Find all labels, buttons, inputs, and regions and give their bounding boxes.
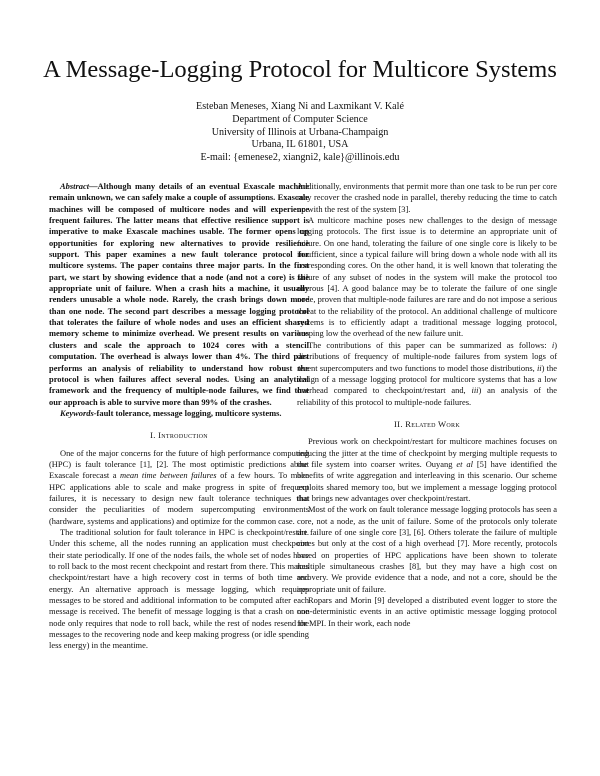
contributions-paragraph bbox=[297, 340, 557, 408]
intro-paragraph-1 bbox=[49, 448, 309, 527]
author-names: Esteban Meneses, Xiang Ni and Laxmikant V. Kalé bbox=[196, 101, 404, 112]
contrib-marker-ii: ii bbox=[536, 362, 542, 373]
contrib-marker-i: i bbox=[551, 339, 555, 350]
author-university: University of Illinois at Urbana-Champaign bbox=[211, 126, 389, 138]
left-column bbox=[49, 181, 309, 652]
related-p1-author: Ouyang bbox=[425, 458, 457, 469]
contrib-text-a: The contributions of this paper can be summarized as follows: bbox=[308, 339, 552, 350]
related-paragraph-2: Most of the work on fault tolerance message logging protocols has seen a core, not a node, as the unit of failure. Some of the protocols only tolerate the failure of one single core [3], [6]. Others tolerate the failure of multiple cores but only at the cost of a high overhead [7]. More recently, protocols based on properties of HPC applications have been shown to tolerate multiple simultaneous crashes [8], but they may have a high cost on recovery. We provide evidence that a node, and not a core, should be the appropriate unit of failure. bbox=[297, 504, 557, 594]
keywords-text: -fault tolerance, message logging, multicore systems. bbox=[93, 407, 282, 418]
paper-title: A Message-Logging Protocol for Multicore Systems bbox=[43, 56, 557, 83]
right-paragraph-1: A multicore machine poses new challenges to the design of message logging protocols. The first issue is to determine an appropriate unit of failure. On one hand, tolerating the failure of one single core is likely to be insufficient, since a typical failure will bring down a whole node with all its corresponding cores. On the other hand, it is well known that tolerating the failure of any subset of nodes in the system will make the protocol too onerous [4]. A good balance may be to tolerate the failure of one single node, proven that multiple-node failures are rare and do not impose a serious threat to the reliability of the protocol. An additional challenge of multicore systems is to efficiently adapt a traditional message logging protocol, keeping low the overhead of the new failure unit. bbox=[297, 215, 557, 339]
right-column bbox=[297, 181, 557, 629]
contrib-marker-iii: iii bbox=[471, 385, 479, 396]
keywords bbox=[49, 408, 309, 419]
contrib-text-b: ) distributions of frequency of multiple-node failures from system logs of recent supercomputers and two functions to model those distributions, bbox=[297, 339, 557, 373]
related-p1-etal: et al bbox=[456, 458, 473, 469]
abstract bbox=[49, 181, 309, 408]
author-department: Department of Computer Science bbox=[232, 113, 368, 125]
abstract-text: —Although many details of an eventual Exascale machine remain unknown, we can safely make a couple of assumptions. Exascale machines will be composed of multicore nodes and will experience frequent failures. The latter means that effective resilience support is imperative to make Exascale machines usable. The former opens up opportunities for exploring new alternatives to provide resilience support. This paper examines a new fault tolerance protocol for multicore systems. The paper contains three major parts. In the first part, we start by showing evidence that a node (and not a core) is the appropriate unit of failure. When a crash hits a machine, it usually renders unusable a whole node. Rarely, the crash brings down more than one node. The second part describes a message logging protocol that tolerates the failure of whole nodes and uses an efficient shared memory scheme to minimize overhead. We present results on various clusters and scale the approach to 1024 cores with a stencil computation. The overhead is always lower than 4%. The third part performs an analysis of reliability to understand how robust the protocol is when failures affect several nodes. Using an analytical framework and the frequency of multiple-node failures, we find that our approach is able to survive more than 99% of the crashes. bbox=[49, 181, 309, 407]
author-email: E-mail: {emenese2, xiangni2, kale}@illinois.edu bbox=[200, 152, 400, 164]
intro-p1-text-b: of a few hours. To make HPC applications able to scale and make progress in spite of frequent failures, it is necessary to design new fault tolerance techniques that consider the peculiarities of modern supercomputing environments (hardware, systems and applications) and optimize for the common case. bbox=[49, 470, 309, 526]
related-p1-text-b: [5] have identified the benefits of write aggregation and interleaving in this scenario. Our scheme exploits shared memory too, but we implement a message logging protocol that brings new advantages over checkpoint/restart. bbox=[297, 458, 558, 503]
intro-p1-text-a: One of the major concerns for the future of high performance computing (HPC) is fault tolerance [1], [2]. The most optimistic predictions about Exascale forecast a bbox=[49, 447, 309, 481]
keywords-lead: Keywords bbox=[60, 407, 94, 418]
author-address: Urbana, IL 61801, USA bbox=[251, 139, 349, 151]
contrib-text-d: ) an analysis of the reliability of this protocol to multiple-node failures. bbox=[297, 385, 557, 407]
section-heading-related-work: II. Related Work bbox=[394, 418, 460, 429]
related-paragraph-1 bbox=[297, 436, 557, 504]
author-block bbox=[0, 101, 600, 165]
intro-p1-emphasis: mean time between failures bbox=[120, 470, 217, 481]
related-p1-text: Previous work on checkpoint/restart for multicore machines focuses on reducing the jitter at the time of checkpoint by merging multiple requests to the file system into coarser writes. bbox=[297, 436, 557, 469]
contrib-text-c: ) the design of a message logging protocol for multicore systems that has a low overhead compared to checkpoint/restart and, bbox=[297, 362, 557, 396]
section-heading-introduction: I. Introduction bbox=[150, 430, 208, 441]
right-paragraph-0: Additionally, environments that permit more than one task to be run per core may recover the crashed node in parallel, thereby reducing the time to catch up with the rest of the system [3]. bbox=[297, 181, 557, 214]
intro-paragraph-2: The traditional solution for fault tolerance in HPC is checkpoint/restart. Under this scheme, all the nodes running an application must checkpoint their state periodically. If one of the nodes fails, the whole set of nodes have to roll back to the most recent checkpoint and restart from there. This makes checkpoint/restart have a high recovery cost in terms of both time and energy. An alternative approach is message logging, which requires messages to be stored and additional information to be computed after each message is received. The benefit of message logging is that a crash on one node only requires that node to roll back, while the rest of nodes resend the messages to the recovering node and keep making progress (or idle spending less energy) in the meantime. bbox=[49, 526, 309, 651]
abstract-lead: Abstract bbox=[60, 181, 90, 191]
related-paragraph-3: Ropars and Morin [9] developed a distributed event logger to store the non-deterministic events in an active optimistic message logging protocol for MPI. In their work, each node bbox=[297, 595, 557, 628]
